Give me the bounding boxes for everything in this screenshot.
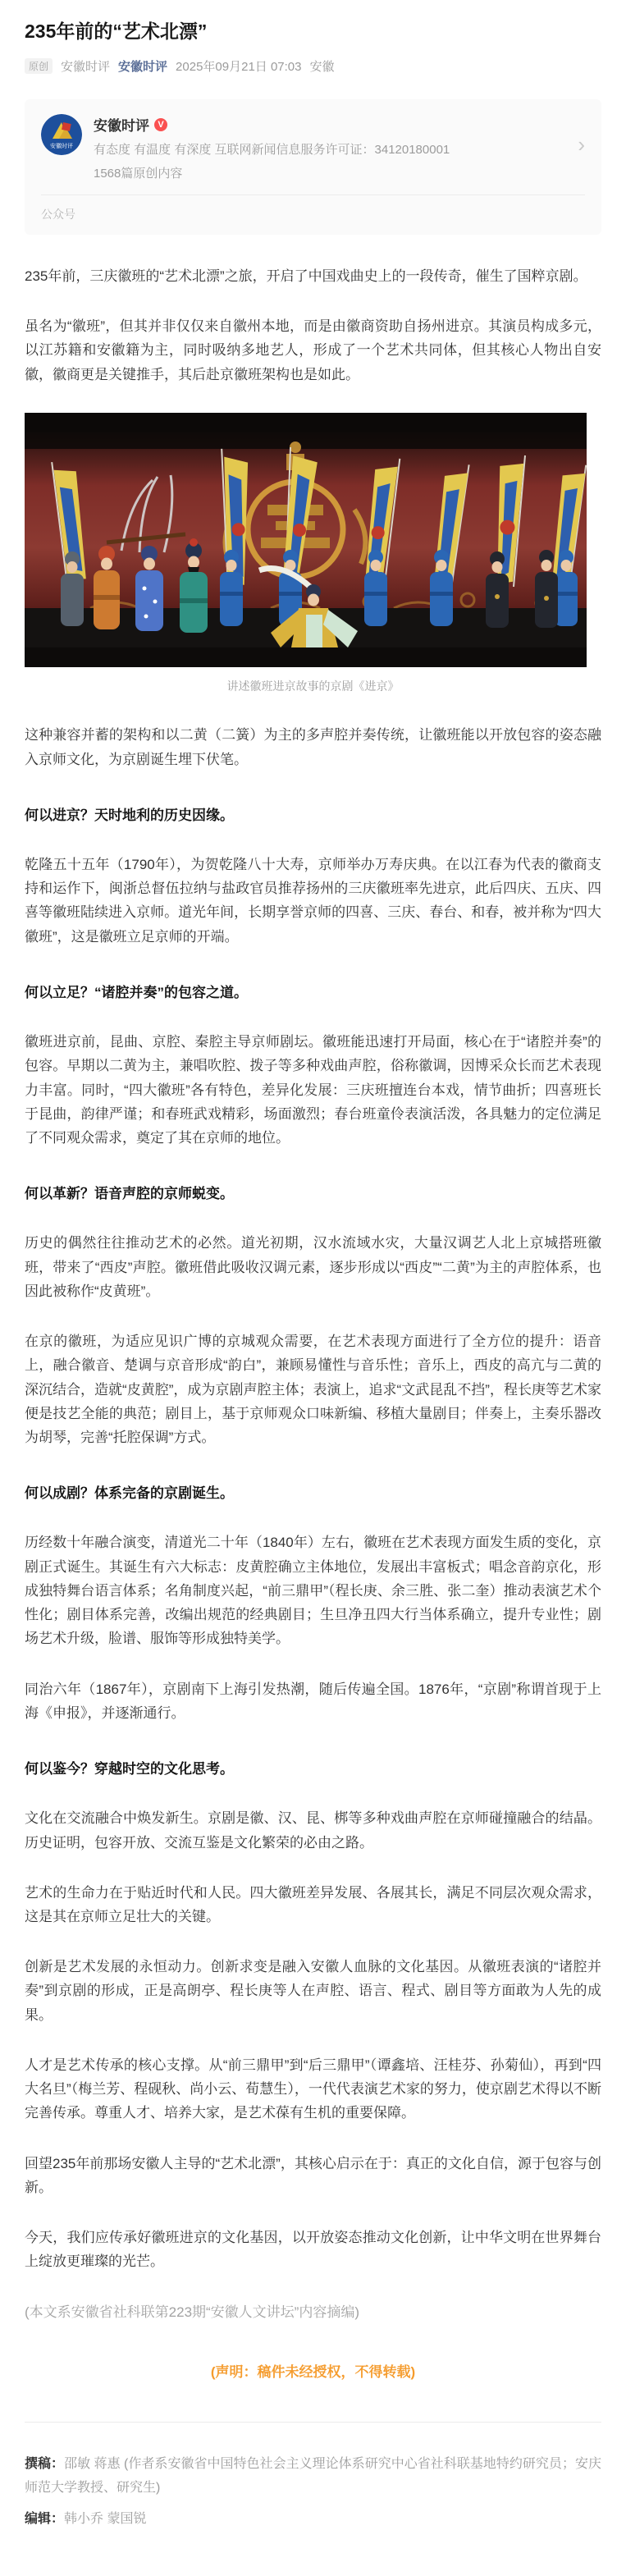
section-heading-chengju: 何以成剧？体系完备的京剧诞生。 (25, 1485, 234, 1502)
verified-badge-icon: V (154, 118, 167, 131)
editor-names: 韩小乔 蒙国锐 (64, 2512, 147, 2526)
editor-label: 编辑： (25, 2512, 65, 2526)
article-meta (25, 57, 601, 75)
paragraph-jianjin-4: 人才是艺术传承的核心支撑。从“前三鼎甲”到“后三鼎甲”（谭鑫培、汪桂芬、孙菊仙），再到“四大名旦”（梅兰芳、程砚秋、尚小云、荀慧生），一代代表演艺术家的努力，使京剧艺术得以不断完善传承。尊重人才、培养大家，是艺术葆有生机的重要保障。 (25, 2057, 601, 2121)
article-image (25, 413, 601, 667)
writer-names: 邵敏 蒋惠 (作者系安徽省中国特色社会主义理论体系研究中心省社科联基地特约研究员；安庆师范大学教授、研究生) (25, 2456, 601, 2496)
paragraph-jianjin-3: 创新是艺术发展的永恒动力。创新求变是融入安徽人血脉的文化基因。从徽班表演的“诸腔并奏”到京剧的形成，正是高朗亭、程长庚等人在声腔、语言、程式、剧目等方面敢为人先的成果。 (25, 1959, 601, 2023)
image-caption: 讲述徽班进京故事的京剧《进京》 (226, 679, 400, 693)
footer-divider (25, 2422, 601, 2423)
account-original-count: 1568篇原创内容 (94, 166, 183, 181)
section-heading-jinjing: 何以进京？天时地利的历史因缘。 (25, 807, 234, 823)
account-avatar[interactable] (41, 114, 82, 155)
publish-datetime: 2025年09月21日 07:03 (176, 60, 302, 75)
paragraph-conclusion-2: 今天，我们应传承好徽班进京的文化基因，以开放姿态推动文化创新，让中华文明在世界舞台上绽放更璀璨的光芒。 (25, 2230, 601, 2270)
section-heading-gexin: 何以革新？语音声腔的京师蜕变。 (25, 1186, 234, 1202)
original-tag: 原创 (25, 58, 53, 74)
paragraph-lizu: 徽班进京前，昆曲、京腔、秦腔主导京师剧坛。徽班能迅速打开局面，核心在于“诸腔并奏”的包容。早期以二黄为主，兼唱吹腔、拨子等多种戏曲声腔，俗称徽调，因博采众长而艺术表现力丰富。同时，“四大徽班”各有特色，差异化发展：三庆班擅连台本戏，情节曲折；四喜班长于昆曲，韵律严谨；和春班武戏精彩，场面激烈；春台班童伶表演活泼，各具魅力的定位满足了不同观众需求，奠定了其在京师的地位。 (25, 1034, 601, 1146)
paragraph-chengju-1: 历经数十年融合演变，清道光二十年（1840年）左右，徽班在艺术表现方面发生质的变化，京剧正式诞生。其诞生有六大标志：皮黄腔确立主体地位，发展出丰富板式；唱念音韵京化，形成独特舞台语言体系；名角制度兴起，“前三鼎甲”（程长庚、余三胜、张二奎）推动表演艺术个性化；剧目体系完善，改编出规范的经典剧目；生旦净丑四大行当体系确立，提升专业性；剧场艺术升级，脸谱、服饰等形成独特美学。 (25, 1535, 601, 1647)
paragraph-structure: 这种兼容并蓄的架构和以二黄（二簧）为主的多声腔并奏传统，让徽班能以开放包容的姿态融入京师文化，为京剧诞生埋下伏笔。 (25, 727, 601, 767)
account-type-label: 公众号 (41, 207, 75, 221)
paragraph-jinjing: 乾隆五十五年（1790年），为贺乾隆八十大寿，京师举办万寿庆典。在以江春为代表的徽商支持和运作下，闽浙总督伍拉纳与盐政官员推荐扬州的三庆徽班率先进京，此后四庆、五庆、四喜等徽班陆续进入京师。道光年间，长期享誉京师的四喜、三庆、春台、和春，被并称为“四大徽班”，这是徽班立足京师的开端。 (25, 856, 601, 945)
page-title: 235年前的“艺术北漂” (25, 21, 208, 42)
paragraph-intro-1: 235年前，三庆徽班的“艺术北漂”之旅，开启了中国戏曲史上的一段传奇，催生了国粹京剧。 (25, 268, 587, 284)
section-heading-lizu: 何以立足？“诸腔并奏”的包容之道。 (25, 984, 248, 1000)
chevron-right-icon[interactable]: › (578, 132, 585, 158)
account-description: 有态度 有温度 有深度 互联网新闻信息服务许可证：34120180001 (94, 143, 450, 158)
paragraph-gexin-2: 在京的徽班，为适应见识广博的京城观众需要，在艺术表现方面进行了全方位的提升：语音上，融合徽音、楚调与京音形成“韵白”，兼顾易懂性与音乐性；音乐上，西皮的高亢与二黄的深沉结合，造就“皮黄腔”，成为京剧声腔主体；表演上，追求“文武昆乱不挡”，程长庚等艺术家便是技艺全能的典范；剧目上，基于京师观众口味新编、移植大量剧目；伴奏上，主奏乐器改为胡琴，完善“托腔保调”方式。 (25, 1334, 601, 1446)
author-name: 安徽时评 (61, 60, 111, 75)
publish-region: 安徽 (309, 60, 335, 75)
paragraph-jianjin-1: 文化在交流融合中焕发新生。京剧是徽、汉、昆、梆等多种戏曲声腔在京师碰撞融合的结晶。历史证明，包容开放、交流互鉴是文化繁荣的必由之路。 (25, 1810, 601, 1851)
account-info (94, 114, 564, 181)
copyright-statement: (声明：稿件未经授权，不得转载) (210, 2363, 416, 2380)
account-avatar-art (41, 114, 82, 155)
paragraph-intro-2: 虽名为“徽班”，但其并非仅仅来自徽州本地，而是由徽商资助自扬州进京。其演员构成多元，以江苏籍和安徽籍为主，同时吸纳多地艺人，形成了一个艺术共同体，但其核心人物出自安徽，徽商更是关键推手，其后赴京徽班架构也是如此。 (25, 318, 601, 382)
account-name: 安徽时评 (94, 118, 149, 135)
writer-label: 撰稿： (25, 2456, 65, 2471)
editor-credit (25, 2507, 601, 2532)
paragraph-conclusion-1: 回望235年前那场安徽人主导的“艺术北漂”，其核心启示在于：真正的文化自信，源于包容与创新。 (25, 2155, 601, 2195)
paragraph-jianjin-2: 艺术的生命力在于贴近时代和人民。四大徽班差异发展、各展其长，满足不同层次观众需求，这是其在京师立足壮大的关键。 (25, 1884, 601, 1924)
writer-credit (25, 2452, 601, 2501)
paragraph-chengju-2: 同治六年（1867年），京剧南下上海引发热潮，随后传遍全国。1876年，“京剧”称谓首现于上海《申报》，并逐渐通行。 (25, 1681, 601, 1721)
official-account-card[interactable] (25, 99, 601, 235)
source-note: (本文系安徽省社科联第223期“安徽人文讲坛”内容摘编) (25, 2304, 360, 2320)
opera-stage-illustration (25, 413, 587, 667)
svg-text:安徽时评: 安徽时评 (50, 144, 73, 150)
account-card-top (41, 114, 585, 181)
section-heading-jianjin: 何以鉴今？穿越时空的文化思考。 (25, 1761, 234, 1778)
account-link[interactable]: 安徽时评 (118, 60, 168, 75)
paragraph-gexin-1: 历史的偶然往往推动艺术的必然。道光初期，汉水流域水灾，大量汉调艺人北上京城搭班徽班，带来了“西皮”声腔。徽班借此吸收汉调元素，逐步形成以“西皮”“二黄”为主的声腔体系，也因此被称作“皮黄班”。 (25, 1235, 601, 1299)
